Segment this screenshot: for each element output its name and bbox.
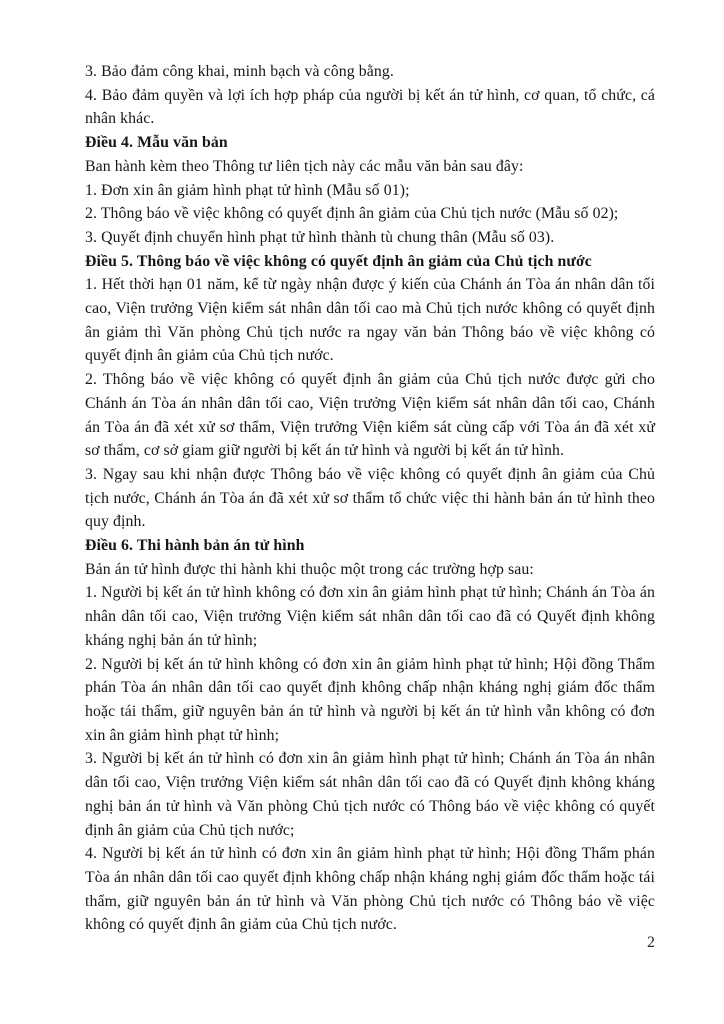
body-paragraph: 1. Người bị kết án tử hình không có đơn xin ân giảm hình phạt tử hình; Chánh án Tòa án nhân dân tối cao, Viện trưởng Viện kiểm sát nhân dân tối cao đã có Quyết định không kháng nghị bản án tử hình;: [85, 584, 655, 649]
body-paragraph: 2. Thông báo về việc không có quyết định ân giảm của Chủ tịch nước (Mẫu số 02);: [85, 205, 619, 223]
body-paragraph: 3. Bảo đảm công khai, minh bạch và công bằng.: [85, 63, 394, 80]
document-content: [85, 60, 655, 937]
article-heading: Điều 6. Thi hành bản án tử hình: [85, 537, 305, 555]
article-heading: Điều 4. Mẫu văn bản: [85, 134, 228, 152]
page-number: 2: [647, 934, 655, 951]
body-paragraph: 3. Người bị kết án tử hình có đơn xin ân giảm hình phạt tử hình; Chánh án Tòa án nhân dân tối cao, Viện trưởng Viện kiểm sát nhân dân tối cao đã có Quyết định không kháng nghị bản án tử hình và Văn phòng Chủ tịch nước có Thông báo về việc không có quyết định ân giảm của Chủ tịch nước;: [85, 750, 655, 839]
body-paragraph: 2. Người bị kết án tử hình không có đơn xin ân giảm hình phạt tử hình; Hội đồng Thẩm phán Tòa án nhân dân tối cao quyết định không chấp nhận kháng nghị giám đốc thẩm hoặc tái thẩm, giữ nguyên bản án tử hình và người bị kết án tử hình vẫn không có đơn xin ân giảm hình phạt tử hình;: [85, 655, 655, 744]
body-paragraph: 4. Bảo đảm quyền và lợi ích hợp pháp của người bị kết án tử hình, cơ quan, tổ chức, cá nhân khác.: [85, 86, 655, 128]
body-paragraph: Bản án tử hình được thi hành khi thuộc một trong các trường hợp sau:: [85, 560, 534, 578]
body-paragraph: 1. Đơn xin ân giảm hình phạt tử hình (Mẫu số 01);: [85, 181, 410, 199]
body-paragraph: Ban hành kèm theo Thông tư liên tịch này các mẫu văn bản sau đây:: [85, 157, 524, 175]
body-paragraph: 4. Người bị kết án tử hình có đơn xin ân giảm hình phạt tử hình; Hội đồng Thẩm phán Tòa án nhân dân tối cao quyết định không chấp nhận kháng nghị giám đốc thẩm hoặc tái thẩm, giữ nguyên bản án tử hình và Văn phòng Chủ tịch nước có Thông báo về việc không có quyết định ân giảm của Chủ tịch nước.: [85, 845, 655, 934]
body-paragraph: 3. Quyết định chuyển hình phạt tử hình thành tù chung thân (Mẫu số 03).: [85, 228, 555, 246]
body-paragraph: 1. Hết thời hạn 01 năm, kể từ ngày nhận được ý kiến của Chánh án Tòa án nhân dân tối cao, Viện trưởng Viện kiểm sát nhân dân tối cao mà Chủ tịch nước không có quyết định ân giảm thì Văn phòng Chủ tịch nước ra ngay văn bản Thông báo về việc không có quyết định ân giảm của Chủ tịch nước.: [85, 276, 655, 365]
body-paragraph: 2. Thông báo về việc không có quyết định ân giảm của Chủ tịch nước được gửi cho Chánh án Tòa án nhân dân tối cao, Viện trưởng Viện kiểm sát nhân dân tối cao, Chánh án Tòa án đã xét xử sơ thẩm, Viện trưởng Viện kiểm sát cùng cấp với Tòa án đã xét xử sơ thẩm, cơ sở giam giữ người bị kết án tử hình và người bị kết án tử hình.: [85, 371, 655, 460]
article-heading: Điều 5. Thông báo về việc không có quyết định ân giảm của Chủ tịch nước: [85, 252, 592, 270]
body-paragraph: 3. Ngay sau khi nhận được Thông báo về việc không có quyết định ân giảm của Chủ tịch nước, Chánh án Tòa án đã xét xử sơ thẩm tổ chức việc thi hành bản án tử hình theo quy định.: [85, 465, 655, 531]
